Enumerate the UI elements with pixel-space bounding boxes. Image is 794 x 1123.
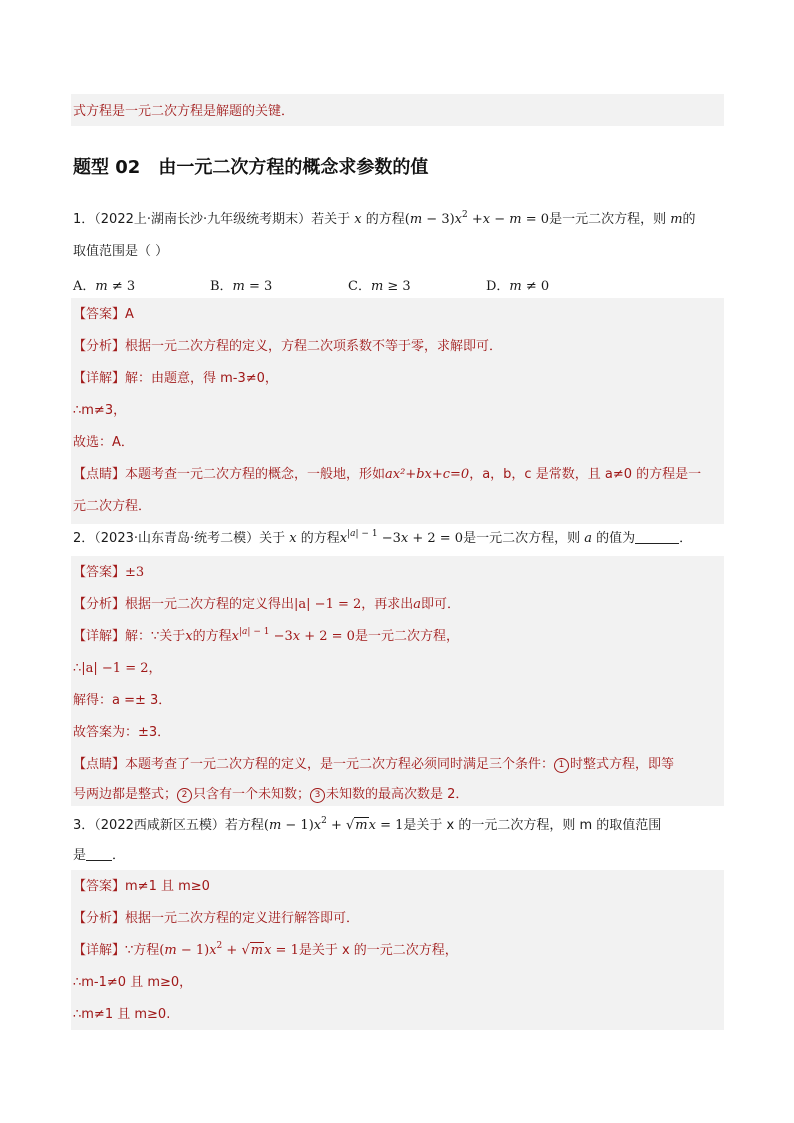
detail-label: 【详解】 xyxy=(73,943,126,958)
q2-equation: $x^{|a| - 1} -3x + 2 = 0$ xyxy=(339,529,464,546)
q3-stem xyxy=(73,817,661,835)
q2-comment-2a: 号两边都是整式； xyxy=(73,787,178,802)
q1-stem-mid: 的方程 xyxy=(365,212,405,227)
q2-detail-1a: 解：∵关于 xyxy=(125,629,186,644)
q1-analysis xyxy=(73,338,502,356)
q1-option-c[interactable]: C．𝑚 ≥ 3 xyxy=(348,279,411,294)
q1-option-b[interactable]: B．𝑚 = 3 xyxy=(210,279,273,294)
q3-detail-equation: $(m - 1)x^2 + √mx = 1$ xyxy=(159,941,299,958)
q2-detail-equation: $x^{|a| - 1} -3x + 2 = 0$ xyxy=(231,627,355,644)
q3-detail-1a: ∵方程 xyxy=(125,943,160,958)
q2-detail-3: 解得：a =± 3． xyxy=(73,693,172,708)
answer-label: 【答案】 xyxy=(73,565,126,580)
q1-stem-line2: 取值范围是（ ） xyxy=(73,244,169,259)
section-title xyxy=(73,153,428,179)
q1-equation: $(m - 3)x^2 +x - m = 0$ xyxy=(404,210,550,227)
q2-analysis-c: ，再求出 xyxy=(361,597,414,612)
q1-comment-1a: 本题考查一元二次方程的概念，一般地，形如 xyxy=(125,467,386,482)
q3-analysis-text: 根据一元二次方程的定义进行解答即可． xyxy=(125,911,360,926)
q1-comment-1c: ，a，b，c 是常数，且 a≠0 的方程是一 xyxy=(469,467,702,482)
q3-stem-suffix: 是关于 x 的一元二次方程，则 m 的取值范围 xyxy=(403,818,662,833)
q1-answer-value: A xyxy=(125,307,134,322)
q1-comment-1 xyxy=(73,466,701,484)
q2-detail-1b: 的方程 xyxy=(192,629,232,644)
circled-number-2: 2 xyxy=(177,788,192,803)
analysis-label: 【分析】 xyxy=(73,339,126,354)
circled-number-1: 1 xyxy=(554,758,569,773)
q1-detail-1 xyxy=(73,370,278,388)
q3-answer xyxy=(73,878,210,896)
q3-detail-3: ∴m≠1 且 m≥0. xyxy=(73,1007,171,1022)
q3-detail-1b: 是关于 x 的一元二次方程， xyxy=(298,943,458,958)
q1-option-d[interactable]: D．𝑚 ≠ 0 xyxy=(486,279,550,294)
section-number: 题型 02 xyxy=(73,157,141,178)
q2-analysis-b: |a| −1 = 2 xyxy=(294,597,362,612)
section-heading: 由一元二次方程的概念求参数的值 xyxy=(158,157,429,178)
q3-stem-prefix: 3．（2022西咸新区五模）若方程 xyxy=(73,818,264,833)
q2-answer-blank[interactable] xyxy=(635,543,679,544)
q2-analysis-a: 根据一元二次方程的定义得出 xyxy=(125,597,295,612)
q2-comment-2c: 未知数的最高次数是 2． xyxy=(326,787,469,802)
q3-answer-blank[interactable] xyxy=(86,860,112,861)
detail-label: 【详解】 xyxy=(73,371,126,386)
comment-label: 【点睛】 xyxy=(73,757,126,772)
q3-answer-value: m≠1 且 m≥0 xyxy=(125,879,210,894)
q2-stem-suffix2: 的值为 xyxy=(596,531,636,546)
q2-detail-4: 故答案为：±3． xyxy=(73,725,171,740)
q1-detail-1-text: 解：由题意，得 m-3≠0， xyxy=(125,371,278,386)
q1-detail-2: ∴m≠3， xyxy=(73,403,127,418)
q2-stem-prefix: 2．（2023·山东青岛·统考二模）关于 xyxy=(73,531,286,546)
q1-comment-2: 元二次方程． xyxy=(73,499,152,514)
q2-stem: 2．（2023·山东青岛·统考二模）关于 x 的方程$x^{|a| - 1} -3x + 2 = 0$是一元二次方程，则 a 的值为 ． xyxy=(73,529,693,546)
q3-stem-line2: 是 ． xyxy=(73,848,126,863)
q2-comment-1 xyxy=(73,756,674,774)
q1-stem-suffix2: 的 xyxy=(682,212,696,227)
q1-comment-1b: ax²+bx+c=0 xyxy=(385,467,470,482)
circled-number-3: 3 xyxy=(310,788,325,803)
q2-comment-2 xyxy=(73,786,468,804)
q2-answer xyxy=(73,564,144,582)
analysis-label: 【分析】 xyxy=(73,911,126,926)
detail-label: 【详解】 xyxy=(73,629,126,644)
q2-detail-2: ∴|a| −1 = 2， xyxy=(73,661,162,676)
comment-label: 【点睛】 xyxy=(73,467,126,482)
q1-answer xyxy=(73,306,134,324)
analysis-label: 【分析】 xyxy=(73,597,126,612)
q2-analysis-d: 即可． xyxy=(421,597,461,612)
q1-analysis-text: 根据一元二次方程的定义，方程二次项系数不等于零，求解即可． xyxy=(125,339,503,354)
q2-comment-2b: 只含有一个未知数； xyxy=(193,787,311,802)
q2-detail-1c: 是一元二次方程， xyxy=(354,629,459,644)
q3-stem-line2-text: 是 xyxy=(73,848,87,863)
q1-solution-shade xyxy=(71,298,724,524)
answer-label: 【答案】 xyxy=(73,307,126,322)
q2-comment-1b: 时整式方程，即等 xyxy=(570,757,675,772)
q2-answer-value: ±3 xyxy=(125,565,145,580)
q2-analysis: 【分析】根据一元二次方程的定义得出|a| −1 = 2，再求出a即可． xyxy=(73,597,461,612)
q1-stem-prefix: 1．（2022上·湖南长沙·九年级统考期末）若关于 xyxy=(73,212,351,227)
top-note: 式方程是一元二次方程是解题的关键． xyxy=(73,104,295,119)
q1-option-a[interactable]: A．𝑚 ≠ 3 xyxy=(73,279,136,294)
q3-detail-2: ∴m-1≠0 且 m≥0， xyxy=(73,975,193,990)
q2-comment-1a: 本题考查了一元二次方程的定义，是一元二次方程必须同时满足三个条件： xyxy=(125,757,555,772)
q2-stem-mid: 的方程 xyxy=(300,531,340,546)
q1-stem-suffix: 是一元二次方程，则 xyxy=(549,212,667,227)
q1-detail-3: 故选：A． xyxy=(73,435,134,450)
q3-analysis xyxy=(73,910,359,928)
q3-equation: $(m - 1)x^2 + √mx = 1$ xyxy=(263,816,404,833)
q2-stem-suffix: 是一元二次方程，则 xyxy=(463,531,581,546)
answer-label: 【答案】 xyxy=(73,879,126,894)
q3-detail-1 xyxy=(73,942,458,960)
q1-stem: 1．（2022上·湖南长沙·九年级统考期末）若关于 x 的方程$(m - 3)x^2 +x - m = 0$是一元二次方程，则 m的 xyxy=(73,210,696,227)
q2-detail-1: 【详解】解：∵关于x的方程$x^{|a| - 1} -3x + 2 = 0$是一元二次方程， xyxy=(73,627,459,644)
